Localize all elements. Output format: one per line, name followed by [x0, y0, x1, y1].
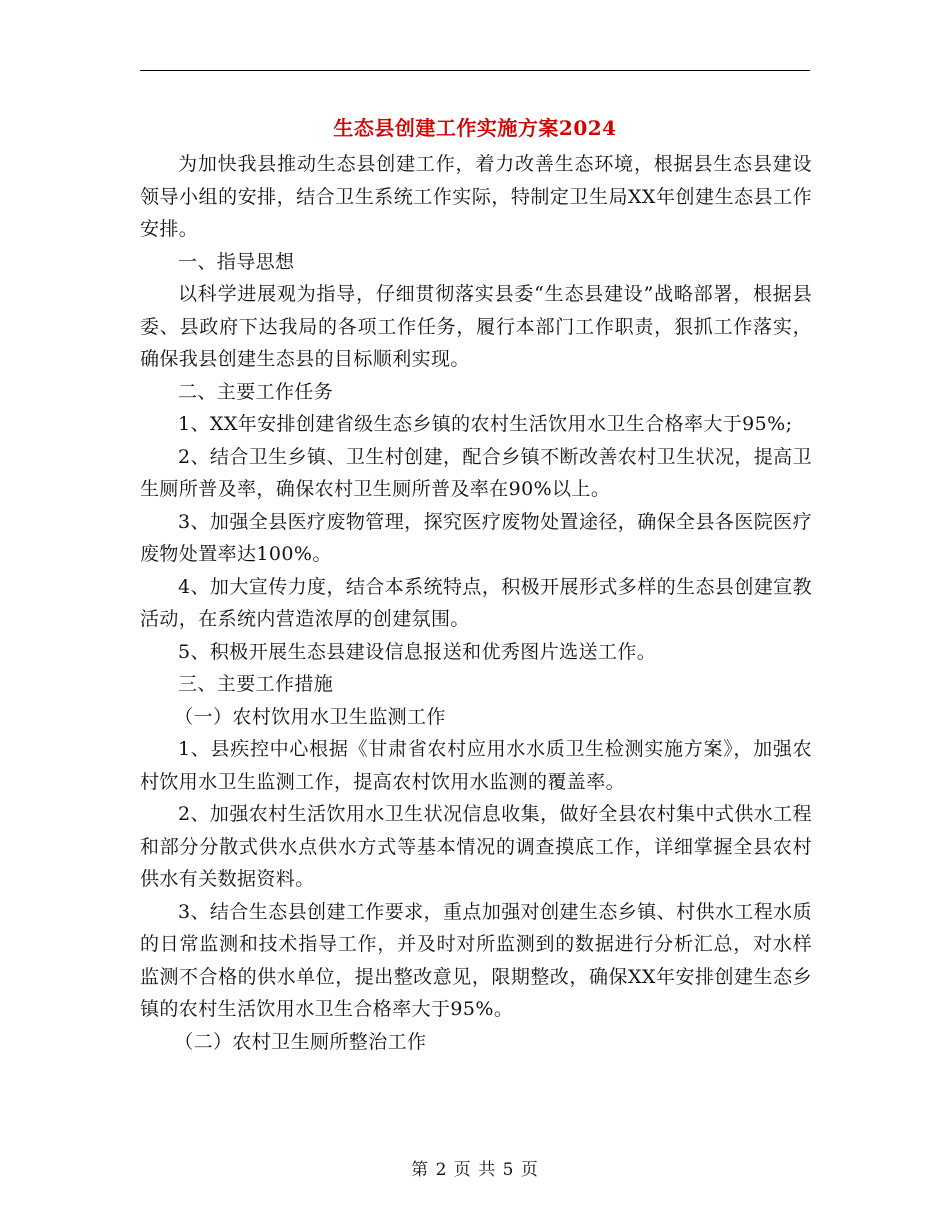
- document-title: 生态县创建工作实施方案2024: [333, 116, 617, 140]
- intro-paragraph: 为加快我县推动生态县创建工作，着力改善生态环境，根据县生态县建设领导小组的安排，结合卫生系统工作实际，特制定卫生局XX年创建生态县工作安排。: [140, 153, 812, 240]
- guiding-ideology-paragraph: 以科学进展观为指导，仔细贯彻落实县委“生态县建设”战略部署，根据县委、县政府下达我局的各项工作任务，履行本部门工作职责，狠抓工作落实，确保我县创建生态县的目标顺利实现。: [140, 283, 812, 370]
- section-heading-main-measures: 三、主要工作措施: [178, 673, 334, 695]
- task-item-5: 5、积极开展生态县建设信息报送和优秀图片选送工作。: [178, 640, 657, 663]
- page-number-footer: 第 2 页 共 5 页: [411, 1160, 539, 1180]
- measure-item-3: 3、结合生态县创建工作要求，重点加强对创建生态乡镇、村供水工程水质的日常监测和技术指导工作，并及时对所监测到的数据进行分析汇总，对水样监测不合格的供水单位，提出整改意见，限期整改，确保XX年安排创建生态乡镇的农村生活饮用水卫生合格率大于95%。: [140, 900, 812, 1020]
- subsection-heading-toilet-renovation: （二）农村卫生厕所整治工作: [174, 1030, 427, 1053]
- measure-item-2: 2、加强农村生活饮用水卫生状况信息收集，做好全县农村集中式供水工程和部分分散式供水点供水方式等基本情况的调查摸底工作，详细掌握全县农村供水有关数据资料。: [140, 803, 812, 890]
- task-item-1: 1、XX年安排创建省级生态乡镇的农村生活饮用水卫生合格率大于95%;: [178, 413, 793, 435]
- section-heading-guiding-ideology: 一、指导思想: [178, 250, 295, 273]
- task-item-2: 2、结合卫生乡镇、卫生村创建，配合乡镇不断改善农村卫生状况，提高卫生厕所普及率，确保农村卫生厕所普及率在90%以上。: [140, 445, 812, 500]
- task-item-3: 3、加强全县医疗废物管理，探究医疗废物处置途径，确保全县各医院医疗废物处置率达100%。: [140, 510, 812, 565]
- measure-item-1: 1、县疾控中心根据《甘肃省农村应用水水质卫生检测实施方案》，加强农村饮用水卫生监测工作，提高农村饮用水监测的覆盖率。: [140, 738, 812, 793]
- header-rule: [140, 70, 810, 71]
- document-body: [140, 148, 812, 1058]
- task-item-4: 4、加大宣传力度，结合本系统特点，积极开展形式多样的生态县创建宣教活动，在系统内营造浓厚的创建氛围。: [140, 575, 812, 630]
- subsection-heading-drinking-water: （一）农村饮用水卫生监测工作: [174, 705, 446, 728]
- section-heading-main-tasks: 二、主要工作任务: [178, 380, 334, 403]
